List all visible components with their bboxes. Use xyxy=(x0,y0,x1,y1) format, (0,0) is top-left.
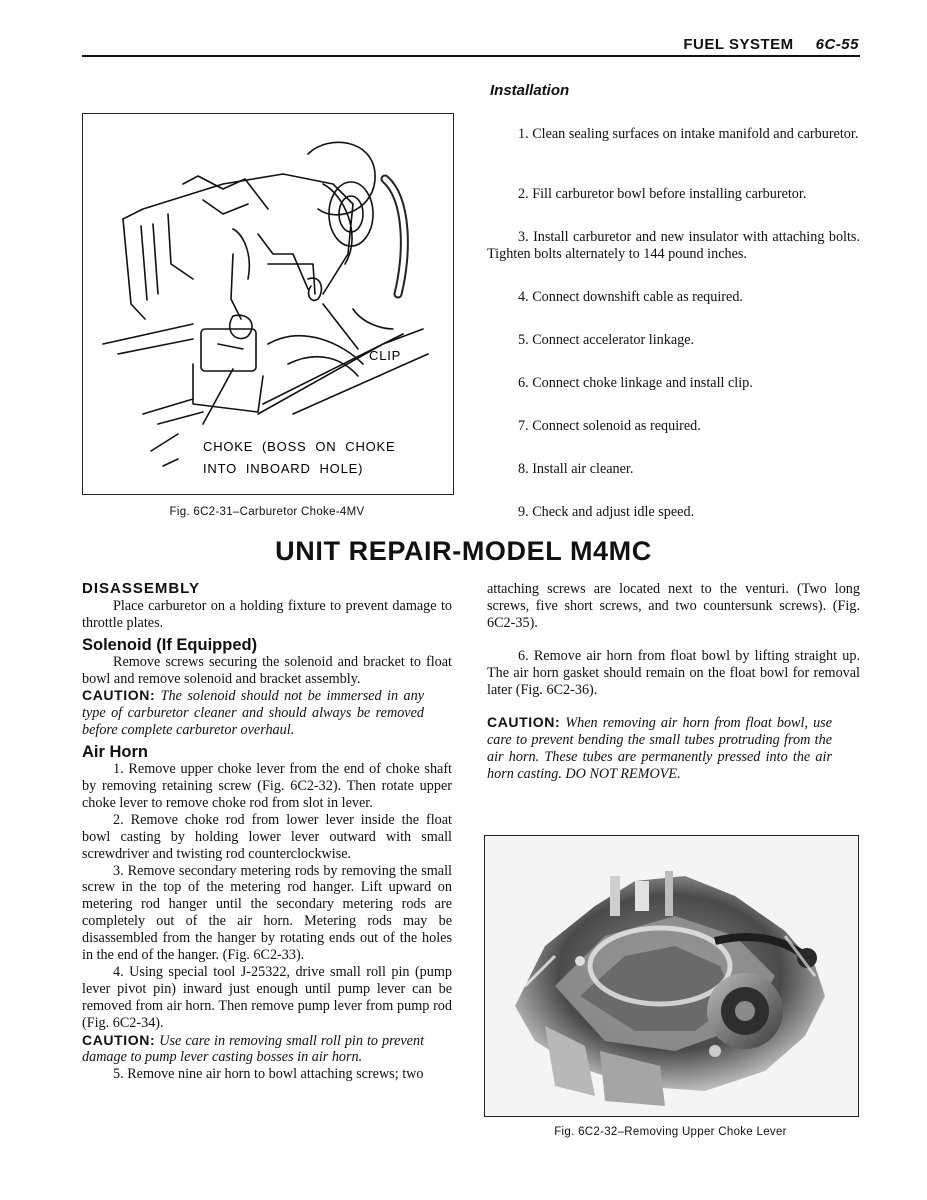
running-header xyxy=(683,36,859,53)
caution-label-3: CAUTION: xyxy=(487,714,561,731)
air-horn-caution xyxy=(487,714,832,783)
choke-label-line1: CHOKE (BOSS ON CHOKE xyxy=(203,439,396,454)
disassembly-text: Place carburetor on a holding fixture to prevent damage to throttle plates. xyxy=(82,597,452,631)
air-horn-step-6: 6. Remove air horn from float bowl by lifting straight up. The air horn gasket should remain on the float bowl for removal later (Fig. 6C2-36). xyxy=(487,647,860,698)
caution-label-2: CAUTION: xyxy=(82,1031,156,1048)
figure2-caption: Fig. 6C2-32–Removing Upper Choke Lever xyxy=(554,1126,787,1138)
air-horn-step-2: 2. Remove choke rod from lower lever inside the float bowl casting by holding lower lever outward with small screwdriver and twisting rod counterclockwise. xyxy=(82,811,452,862)
solenoid-text: Remove screws securing the solenoid and bracket to float bowl and remove solenoid and bracket assembly. xyxy=(82,653,452,687)
air-horn-heading: Air Horn xyxy=(82,743,148,762)
solenoid-caution-text: The solenoid should not be immersed in any type of carburetor cleaner and should always be removed before complete carburetor overhaul. xyxy=(82,688,424,739)
install-step-6: 6. Connect choke linkage and install clip. xyxy=(518,375,753,391)
caution-label: CAUTION: xyxy=(82,687,156,704)
install-step-2: 2. Fill carburetor bowl before installing carburetor. xyxy=(518,186,807,202)
install-step-5: 5. Connect accelerator linkage. xyxy=(518,332,695,348)
air-horn-caution-text: When removing air horn from float bowl, use care to prevent bending the small tubes protruding from the air horn. These tubes are permanently pressed into the air horn casting. DO NOT REMOVE. xyxy=(487,715,833,783)
install-step-1: 1. Clean sealing surfaces on intake manifold and carburetor. xyxy=(518,126,859,142)
page-number: 6C-55 xyxy=(815,36,859,53)
continuation-text: attaching screws are located next to the venturi. (Two long screws, five short screws, and two countersunk screws). (Fig. 6C2-35). xyxy=(487,581,860,631)
air-horn-step-4: 4. Using special tool J-25322, drive small roll pin (pump lever pivot pin) inward just enough until pump lever can be removed from air horn. Then remove pump lever from pump rod (Fig. 6C2-34). xyxy=(82,963,452,1031)
figure-upper-choke-lever-photo xyxy=(484,835,859,1117)
section-main-title: UNIT REPAIR-MODEL M4MC xyxy=(275,536,652,566)
right-column xyxy=(487,581,860,783)
air-horn-step-3: 3. Remove secondary metering rods by removing the small screw in the top of the metering rod hanger. Lift upward on metering rod hanger until the secondary metering rods are completely out of the air horn. Metering rods may be disassembled from the hanger by rotating ends out of the holes in the end of the hanger. (Fig. 6C2-33). xyxy=(82,862,452,964)
choke-line-drawing xyxy=(83,114,453,494)
installation-heading: Installation xyxy=(490,82,570,99)
install-step-9: 9. Check and adjust idle speed. xyxy=(518,504,695,520)
install-step-3: 3. Install carburetor and new insulator with attaching bolts. Tighten bolts alternately to 144 pound inches. xyxy=(487,229,860,262)
disassembly-heading: DISASSEMBLY xyxy=(82,580,200,597)
install-step-7: 7. Connect solenoid as required. xyxy=(518,418,701,434)
solenoid-caution xyxy=(82,687,424,739)
clip-label: CLIP xyxy=(369,348,402,363)
air-horn-step-1: 1. Remove upper choke lever from the end of choke shaft by removing retaining screw (Fig. 6C2-32). Then rotate upper choke lever to remove choke rod from slot in lever. xyxy=(82,761,452,811)
carburetor-photo xyxy=(485,836,858,1116)
install-step-4: 4. Connect downshift cable as required. xyxy=(518,289,743,305)
solenoid-heading: Solenoid (If Equipped) xyxy=(82,635,258,654)
left-column xyxy=(82,581,452,1083)
pump-caution-text: Use care in removing small roll pin to prevent damage to pump lever casting bosses in air horn. xyxy=(82,1032,425,1066)
air-horn-step-5: 5. Remove nine air horn to bowl attaching screws; two xyxy=(113,1066,424,1083)
section-title: FUEL SYSTEM xyxy=(683,36,794,53)
pump-caution xyxy=(82,1032,424,1067)
header-rule xyxy=(82,55,860,57)
figure-carburetor-choke xyxy=(82,113,454,495)
install-step-8: 8. Install air cleaner. xyxy=(518,461,634,477)
figure1-caption: Fig. 6C2-31–Carburetor Choke-4MV xyxy=(169,506,365,518)
choke-label-line2: INTO INBOARD HOLE) xyxy=(203,461,364,476)
